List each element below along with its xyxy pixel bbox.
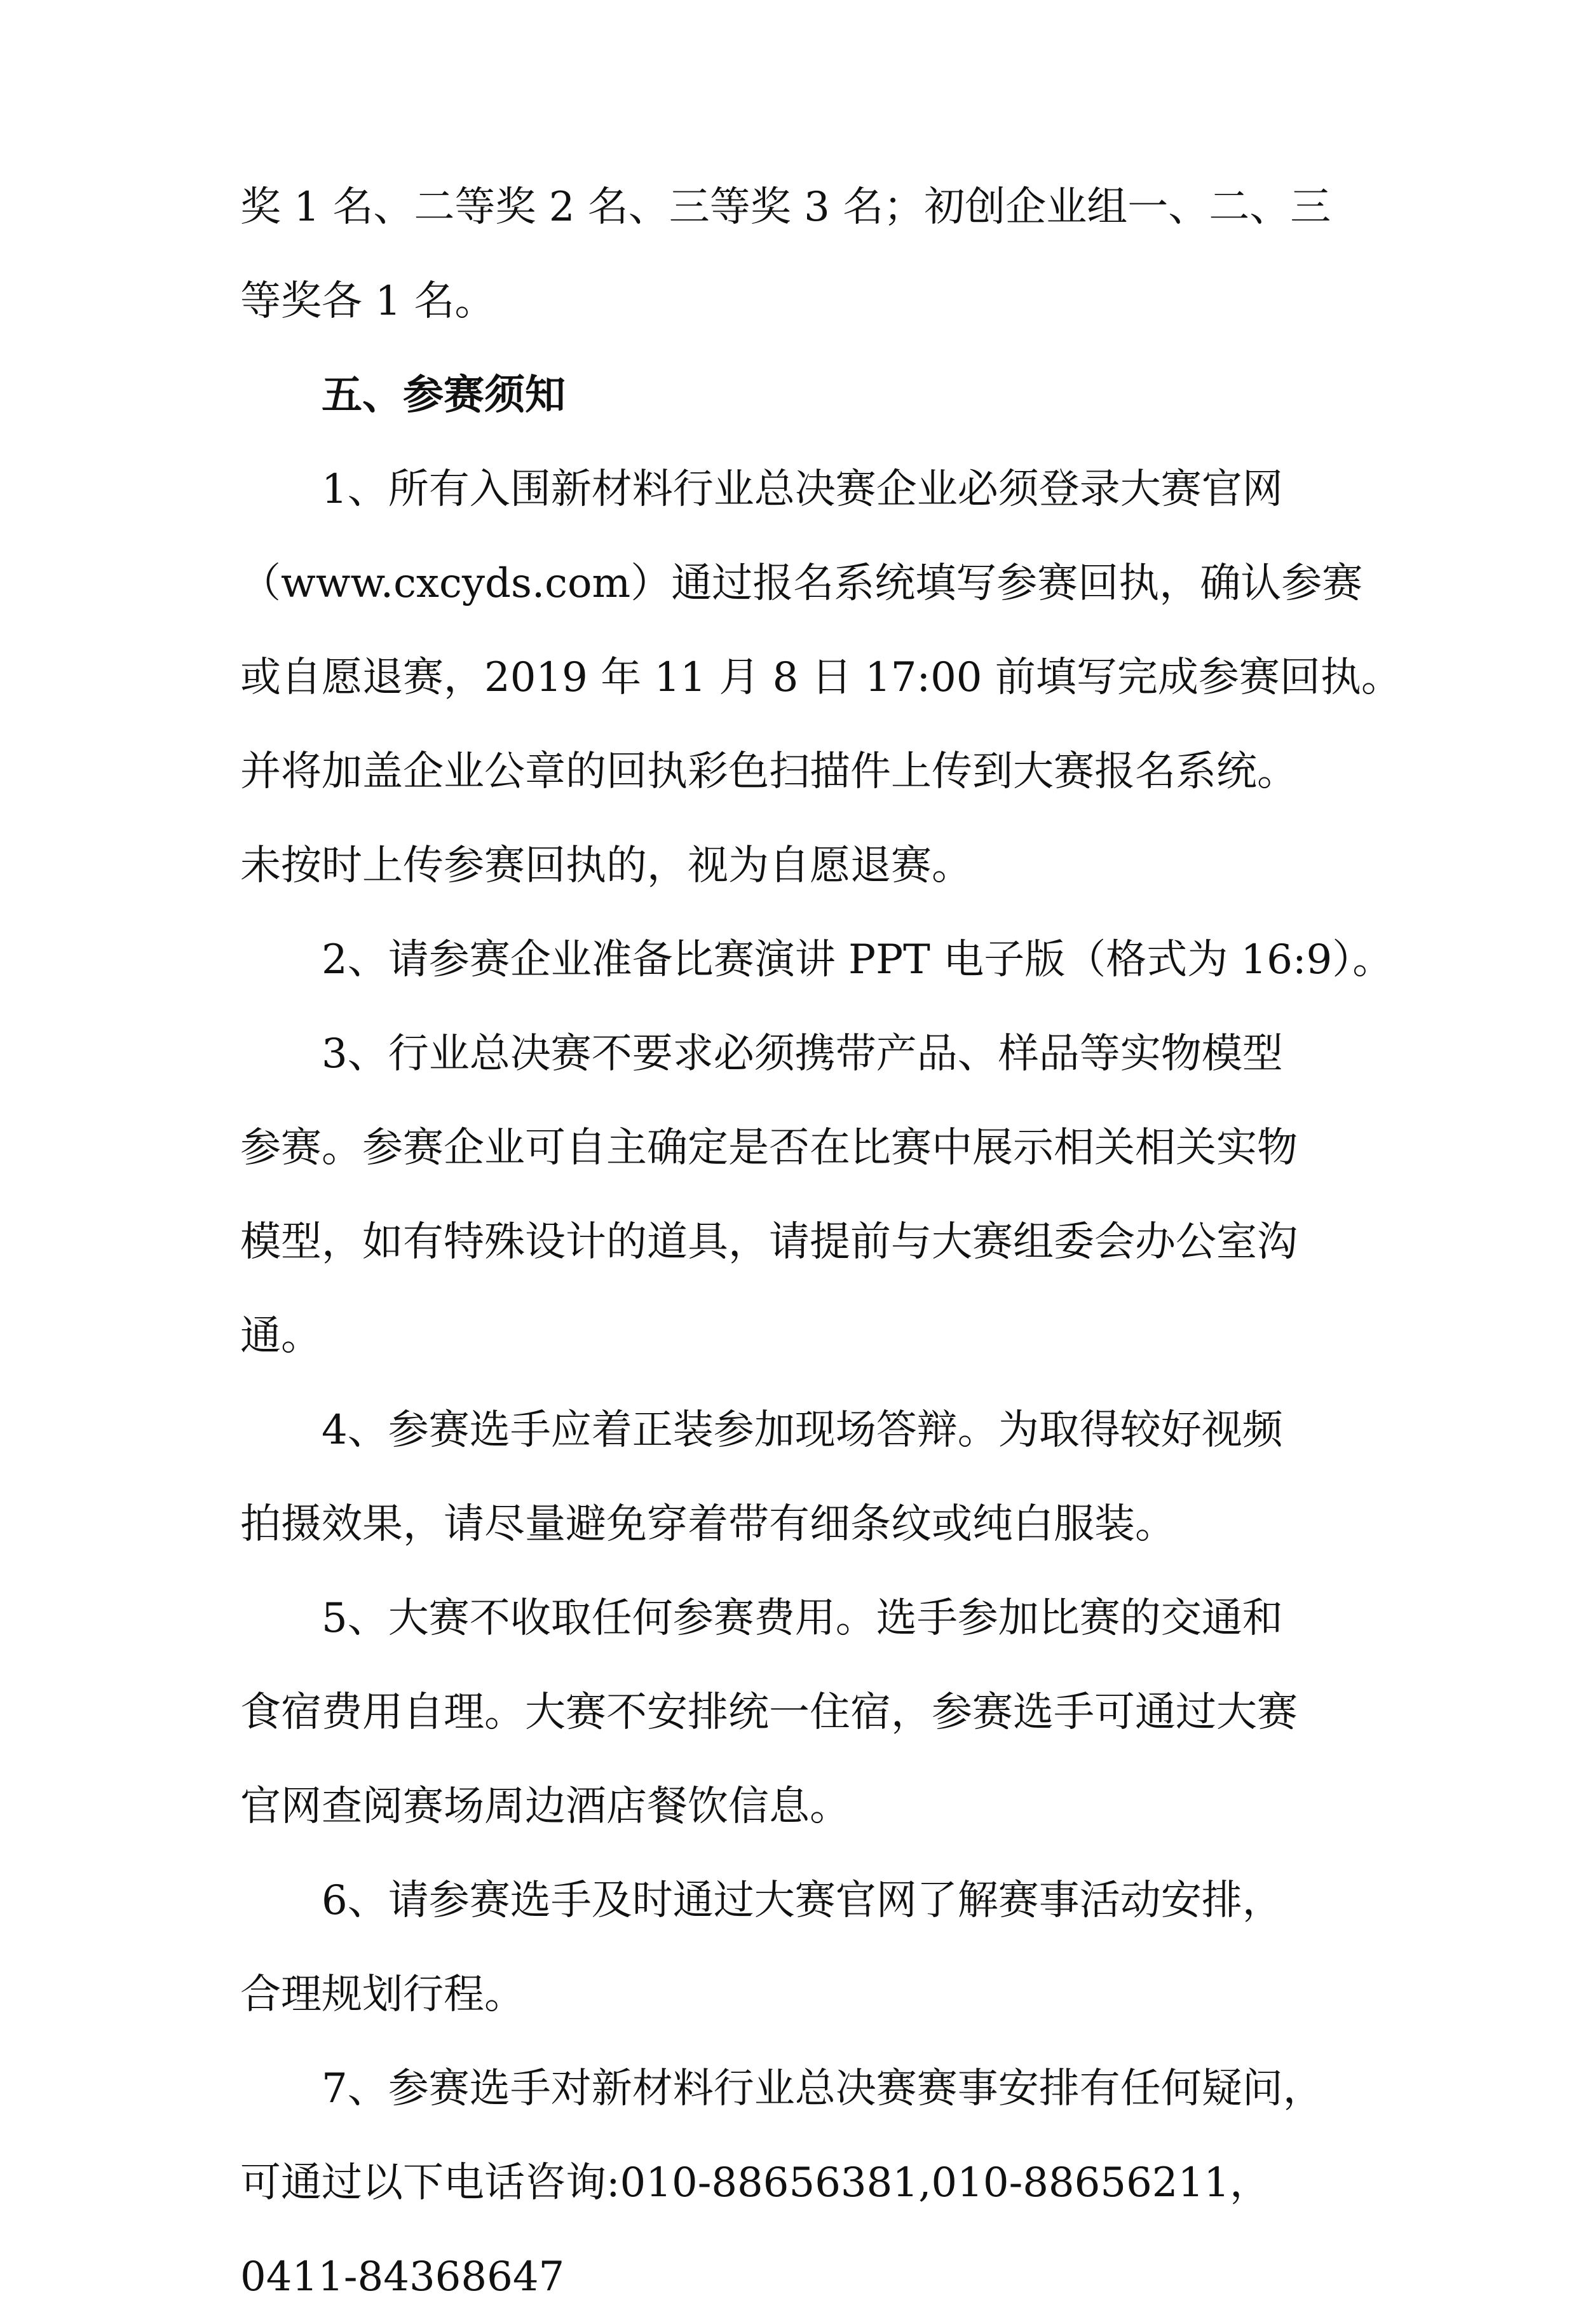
document-body (240, 160, 1402, 2324)
paragraph-line: 1、所有入围新材料行业总决赛企业必须登录大赛官网 (322, 466, 1283, 513)
paragraph-line: 可通过以下电话咨询:010-88656381,010-88656211， (240, 2159, 1270, 2206)
paragraph-line: 官网查阅赛场周边酒店餐饮信息。 (240, 1783, 850, 1830)
paragraph-line: 7、参赛选手对新材料行业总决赛赛事安排有任何疑问， (322, 2065, 1324, 2112)
paragraph-line: 3、行业总决赛不要求必须携带产品、样品等实物模型 (322, 1030, 1283, 1077)
paragraph-line: 拍摄效果，请尽量避免穿着带有细条纹或纯白服装。 (240, 1501, 1176, 1548)
section-heading: 五、参赛须知 (322, 372, 566, 419)
paragraph-line: 0411-84368647 (240, 2253, 565, 2300)
paragraph-line: 6、请参赛选手及时通过大赛官网了解赛事活动安排， (322, 1877, 1283, 1924)
paragraph-line: 等奖各 1 名。 (240, 278, 496, 325)
paragraph-line: 参赛。参赛企业可自主确定是否在比赛中展示相关相关实物 (240, 1124, 1298, 1172)
paragraph-line: 4、参赛选手应着正装参加现场答辩。为取得较好视频 (322, 1407, 1283, 1454)
paragraph-line: 2、请参赛企业准备比赛演讲 PPT 电子版（格式为 16:9）。 (322, 936, 1394, 983)
paragraph-line: 食宿费用自理。大赛不安排统一住宿，参赛选手可通过大赛 (240, 1689, 1298, 1736)
paragraph-line: 奖 1 名、二等奖 2 名、三等奖 3 名；初创企业组一、二、三 (240, 184, 1331, 231)
paragraph-line: 5、大赛不收取任何参赛费用。选手参加比赛的交通和 (322, 1595, 1283, 1642)
paragraph-line: 或自愿退赛，2019 年 11 月 8 日 17:00 前填写完成参赛回执。 (240, 654, 1402, 701)
paragraph-line: 并将加盖企业公章的回执彩色扫描件上传到大赛报名系统。 (240, 748, 1298, 795)
paragraph-line: 合理规划行程。 (240, 1971, 525, 2018)
paragraph-line: 未按时上传参赛回执的，视为自愿退赛。 (240, 842, 972, 889)
paragraph-line: 模型，如有特殊设计的道具，请提前与大赛组委会办公室沟 (240, 1219, 1298, 1266)
paragraph-line: （www.cxcyds.com）通过报名系统填写参赛回执，确认参赛 (240, 560, 1363, 607)
paragraph-line: 通。 (240, 1313, 322, 1360)
